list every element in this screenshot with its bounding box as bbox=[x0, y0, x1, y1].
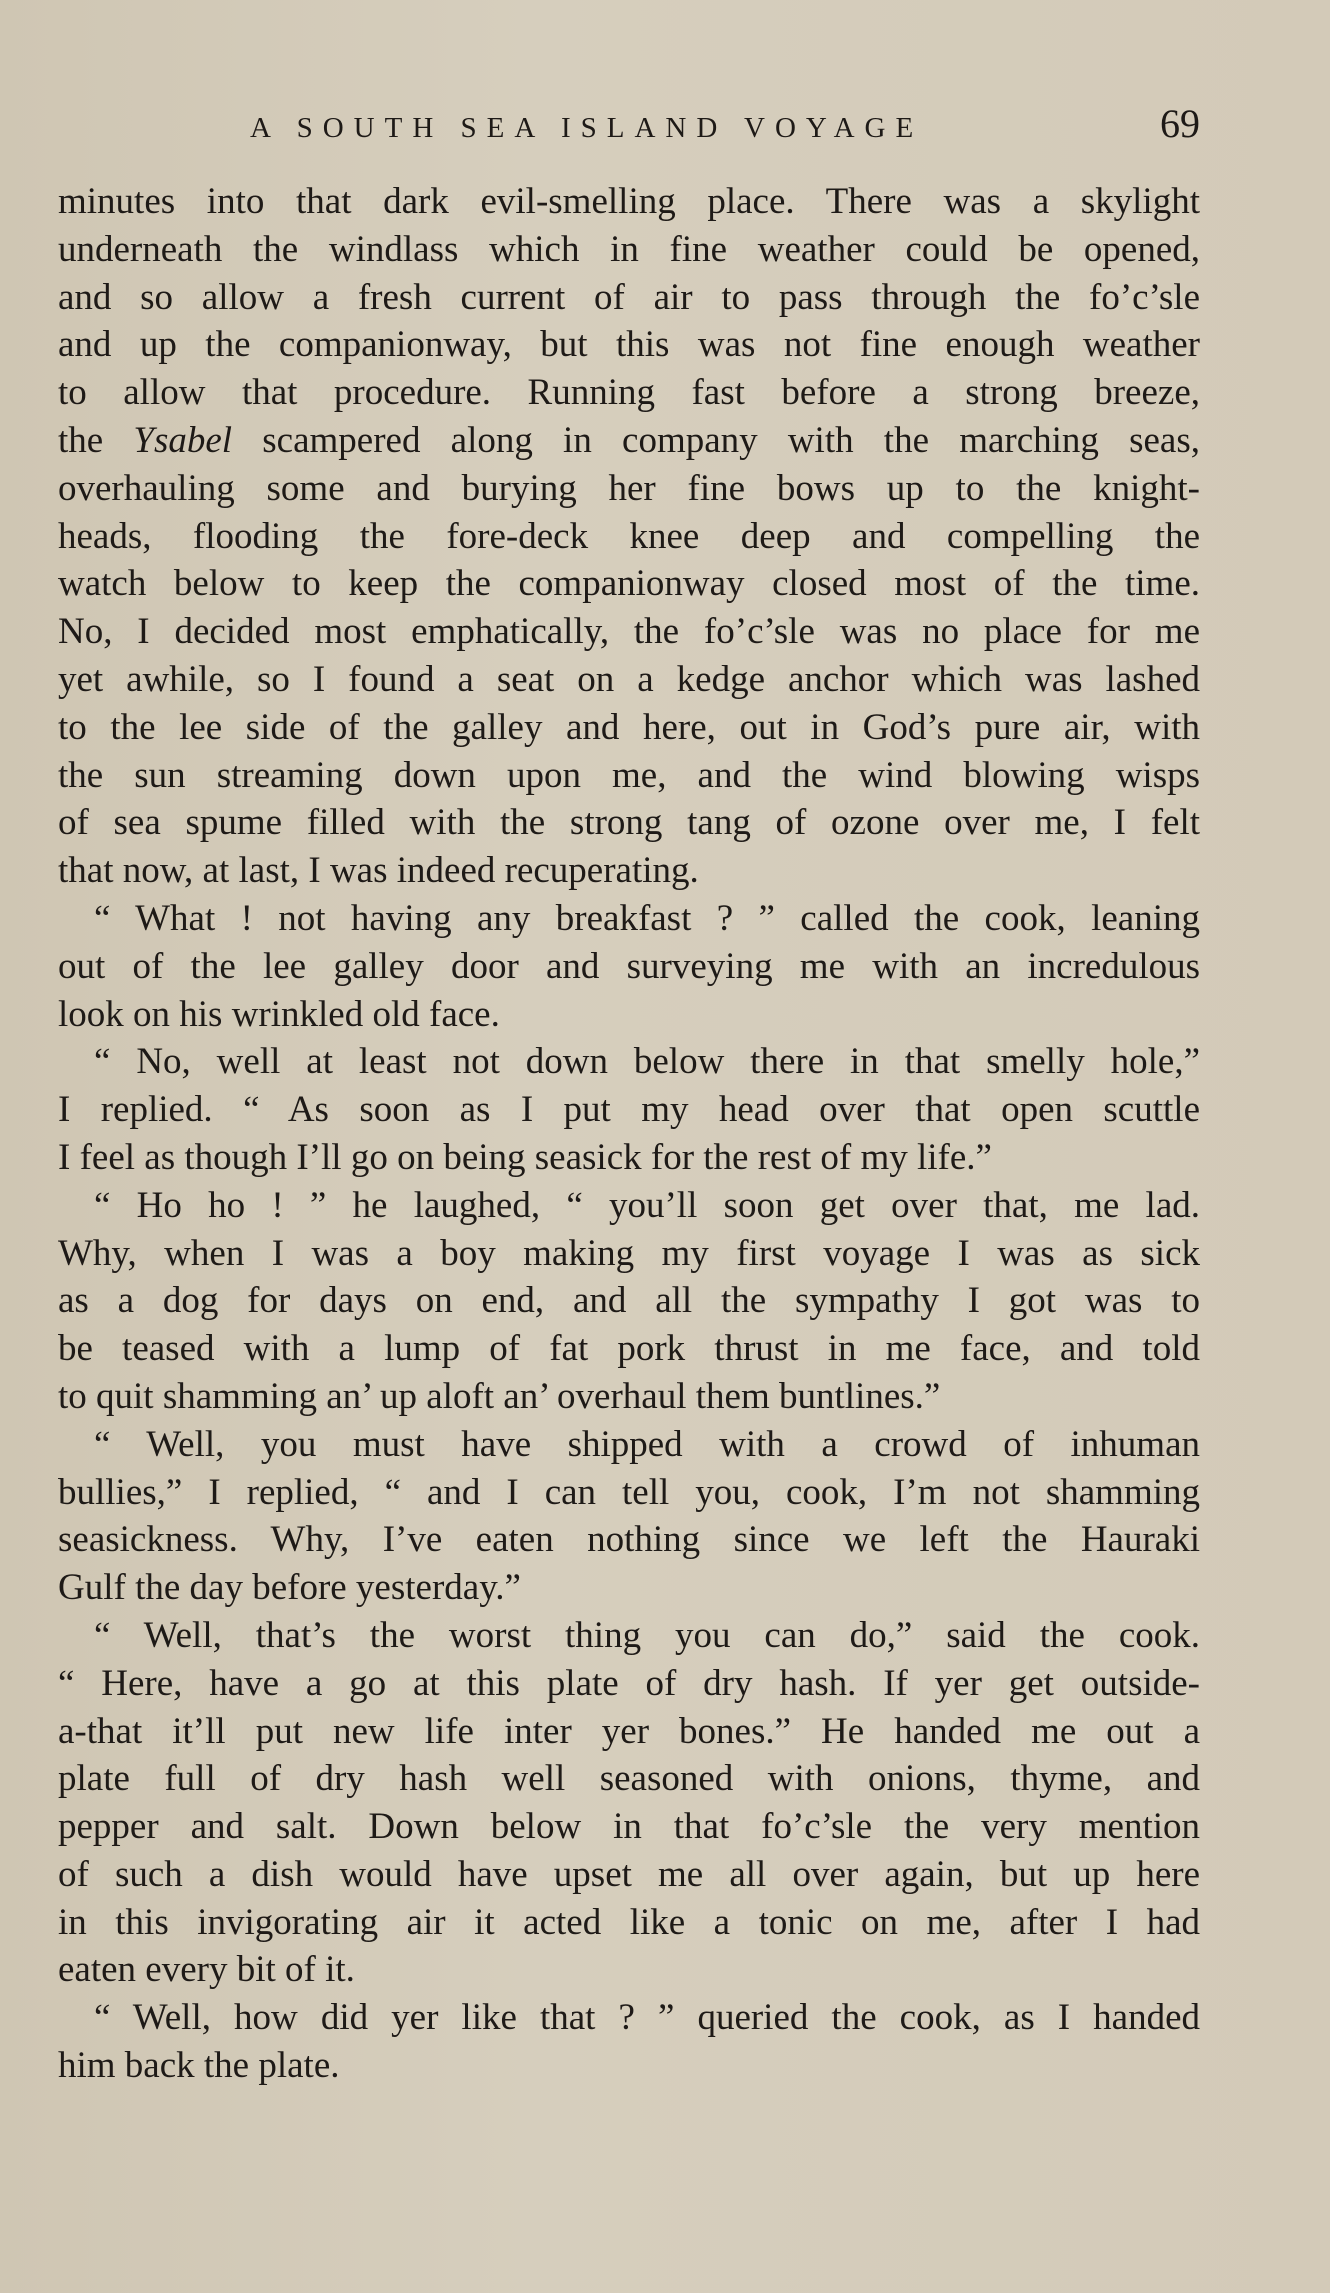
text-line: “ Well, you must have shipped with a crowd of inhuman bbox=[94, 1423, 1200, 1465]
text-line: heads, flooding the fore-deck knee deep and compelling the bbox=[58, 515, 1200, 557]
text-line: be teased with a lump of fat pork thrust in me face, and told bbox=[58, 1328, 1200, 1370]
text-line: and so allow a fresh current of air to pass through the fo’c’sle bbox=[58, 276, 1200, 318]
text-line: as a dog for days on end, and all the sympathy I got was to bbox=[58, 1280, 1200, 1322]
text-line: in this invigorating air it acted like a tonic on me, after I had bbox=[58, 1901, 1200, 1943]
text-line: to allow that procedure. Running fast before a strong breeze, bbox=[58, 372, 1200, 414]
text-line: of such a dish would have upset me all over again, but up here bbox=[58, 1853, 1200, 1895]
page-header bbox=[60, 100, 1200, 160]
text-line: Gulf the day before yesterday.” bbox=[58, 1567, 521, 1609]
text-line: the sun streaming down upon me, and the wind blowing wisps bbox=[58, 754, 1200, 796]
text-line: “ Here, have a go at this plate of dry hash. If yer get outside- bbox=[58, 1662, 1200, 1704]
text-line: eaten every bit of it. bbox=[58, 1949, 355, 1991]
text-line: “ What ! not having any breakfast ? ” called the cook, leaning bbox=[94, 897, 1200, 939]
text-line: a-that it’ll put new life inter yer bones.” He handed me out a bbox=[58, 1710, 1200, 1752]
text-line: yet awhile, so I found a seat on a kedge anchor which was lashed bbox=[58, 658, 1200, 700]
text-line: of sea spume filled with the strong tang of ozone over me, I felt bbox=[58, 802, 1200, 844]
text-line: I feel as though I’ll go on being seasick for the rest of my life.” bbox=[58, 1136, 992, 1178]
running-title: A SOUTH SEA ISLAND VOYAGE bbox=[250, 112, 924, 144]
text-line: look on his wrinkled old face. bbox=[58, 993, 500, 1035]
text-line: “ No, well at least not down below there in that smelly hole,” bbox=[94, 1041, 1200, 1083]
body-text bbox=[58, 178, 1200, 2090]
text-line: to the lee side of the galley and here, out in God’s pure air, with bbox=[58, 706, 1200, 748]
text-line: to quit shamming an’ up aloft an’ overhaul them buntlines.” bbox=[58, 1375, 941, 1417]
page-number: 69 bbox=[1160, 101, 1200, 146]
ship-name: Ysabel bbox=[133, 419, 233, 461]
text-line: “ Ho ho ! ” he laughed, “ you’ll soon get over that, me lad. bbox=[94, 1184, 1200, 1226]
text-line: minutes into that dark evil-smelling place. There was a skylight bbox=[58, 181, 1200, 222]
text-line: that now, at last, I was indeed recuperating. bbox=[58, 850, 699, 892]
text-line: plate full of dry hash well seasoned with onions, thyme, and bbox=[58, 1758, 1200, 1800]
text-line: Why, when I was a boy making my first voyage I was as sick bbox=[58, 1232, 1200, 1274]
text-line: the Ysabel scampered along in company with the marching seas, bbox=[58, 419, 1201, 461]
text-line: “ Well, that’s the worst thing you can do,” said the cook. bbox=[94, 1614, 1200, 1656]
text-line: and up the companionway, but this was not fine enough weather bbox=[58, 324, 1200, 366]
text-line: him back the plate. bbox=[58, 2045, 340, 2087]
text-line: I replied. “ As soon as I put my head over that open scuttle bbox=[58, 1089, 1200, 1131]
text-line: pepper and salt. Down below in that fo’c’sle the very mention bbox=[58, 1806, 1200, 1848]
text-line: watch below to keep the companionway closed most of the time. bbox=[58, 563, 1200, 605]
text-line: bullies,” I replied, “ and I can tell you, cook, I’m not shamming bbox=[58, 1471, 1200, 1513]
text-line: overhauling some and burying her fine bows up to the knight- bbox=[58, 467, 1200, 509]
text-line: seasickness. Why, I’ve eaten nothing since we left the Hauraki bbox=[58, 1519, 1200, 1561]
text-line: No, I decided most emphatically, the fo’c’sle was no place for me bbox=[58, 611, 1200, 653]
text-line: “ Well, how did yer like that ? ” queried the cook, as I handed bbox=[94, 1997, 1200, 2039]
text-line: underneath the windlass which in fine weather could be opened, bbox=[58, 228, 1200, 270]
text-line: out of the lee galley door and surveying me with an incredulous bbox=[58, 945, 1200, 987]
